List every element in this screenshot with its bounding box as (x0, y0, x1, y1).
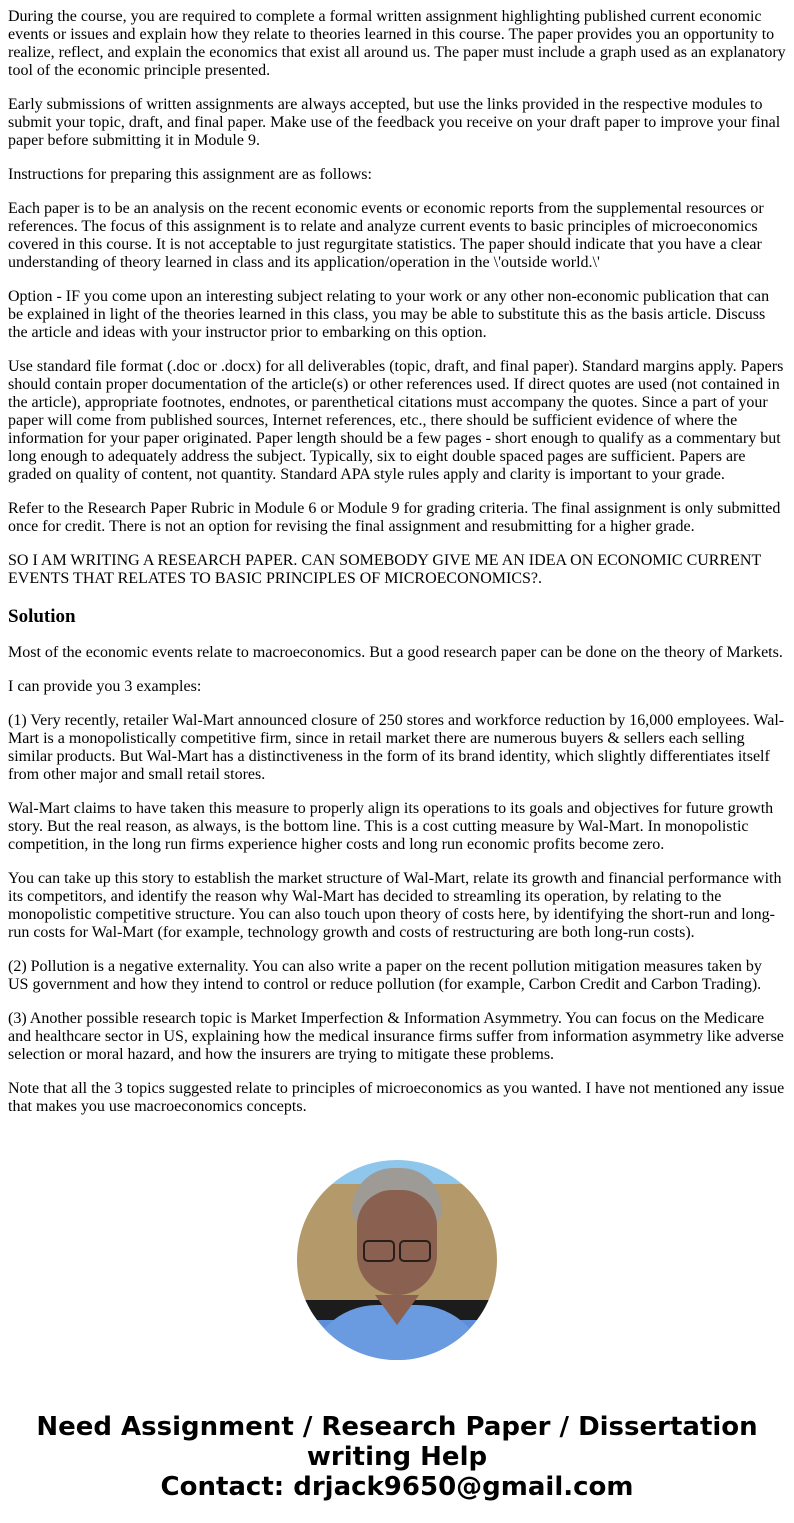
solution-paragraph: Wal-Mart claims to have taken this measure to properly align its operations to its goals and objectives for future growth story. But the real reason, as always, is the bottom line. This is a cost cutting measure by Wal-Mart. In monopolistic competition, in the long run firms experience higher costs and long run economic profits become zero. (8, 800, 774, 853)
solution-paragraph: I can provide you 3 examples: (8, 678, 202, 695)
solution-heading: Solution (8, 606, 76, 627)
author-avatar (297, 1160, 497, 1360)
question-paragraph: Use standard file format (.doc or .docx) for all deliverables (topic, draft, and final paper). Standard margins apply. Papers should contain proper documentation of the article(s) or other references used. If direct quotes are used (not contained in the article), appropriate footnotes, endnotes, or parenthetical citations must accompany the quotes. Since a part of your paper will come from published sources, Internet references, etc., there should be sufficient evidence of where the information for your paper originated. Paper length should be a few pages - short enough to qualify as a commentary but long enough to adequately address the subject. Typically, six to eight double spaced pages are sufficient. Papers are graded on quality of content, not quantity. Standard APA style rules apply and clarity is important to your grade. (8, 358, 784, 483)
solution-paragraph: Most of the economic events relate to macroeconomics. But a good research paper can be done on the theory of Markets. (8, 644, 783, 661)
help-tagline: Need Assignment / Research Paper / Dissertation writing Help (36, 1412, 758, 1472)
solution-paragraph: (1) Very recently, retailer Wal-Mart announced closure of 250 stores and workforce reduction by 16,000 employees. Wal-Mart is a monopolistically competitive firm, since in retail market there are numerous buyers & sellers each selling similar products. But Wal-Mart has a distinctiveness in the form of its brand identity, which slightly differentiates itself from other major and small retail stores. (8, 712, 785, 783)
author-photo-container (0, 1160, 794, 1360)
contact-email: Contact: drjack9650@gmail.com (160, 1472, 634, 1502)
question-paragraph: SO I AM WRITING A RESEARCH PAPER. CAN SOMEBODY GIVE ME AN IDEA ON ECONOMIC CURRENT EVENTS THAT RELATES TO BASIC PRINCIPLES OF MICROECONOMICS?. (8, 552, 761, 587)
solution-paragraph: (2) Pollution is a negative externality. You can also write a paper on the recent pollution mitigation measures taken by US government and how they intend to control or reduce pollution (for example, Carbon Credit and Carbon Trading). (8, 958, 762, 993)
contact-banner (0, 1412, 794, 1502)
question-paragraph: Instructions for preparing this assignment are as follows: (8, 166, 372, 183)
avatar-glasses (363, 1240, 431, 1260)
question-paragraph: Each paper is to be an analysis on the recent economic events or economic reports from the supplemental resources or references. The focus of this assignment is to relate and analyze current events to basic principles of microeconomics covered in this course. It is not acceptable to just regurgitate statistics. The paper should indicate that you have a clear understanding of theory learned in class and its application/operation in the \'outside world.\' (8, 200, 764, 271)
question-paragraph: Early submissions of written assignments are always accepted, but use the links provided in the respective modules to submit your topic, draft, and final paper. Make use of the feedback you receive on your draft paper to improve your final paper before submitting it in Module 9. (8, 96, 781, 149)
question-paragraph: Refer to the Research Paper Rubric in Module 6 or Module 9 for grading criteria. The final assignment is only submitted once for credit. There is not an option for revising the final assignment and resubmitting for a higher grade. (8, 500, 781, 535)
question-paragraph: During the course, you are required to complete a formal written assignment highlighting published current economic events or issues and explain how they relate to theories learned in this course. The paper provides you an opportunity to realize, reflect, and explain the economics that exist all around us. The paper must include a graph used as an explanatory tool of the economic principle presented. (8, 8, 786, 79)
document-body (0, 8, 794, 1116)
solution-paragraph: Note that all the 3 topics suggested relate to principles of microeconomics as you wanted. I have not mentioned any issue that makes you use macroeconomics concepts. (8, 1080, 785, 1115)
solution-paragraph: (3) Another possible research topic is Market Imperfection & Information Asymmetry. You can focus on the Medicare and healthcare sector in US, explaining how the medical insurance firms suffer from information asymmetry like adverse selection or moral hazard, and how the insurers are trying to mitigate these problems. (8, 1010, 784, 1063)
solution-paragraph: You can take up this story to establish the market structure of Wal-Mart, relate its growth and financial performance with its competitors, and identify the reason why Wal-Mart has decided to streamling its operation, by relating to the monopolistic competitive structure. You can also touch upon theory of costs here, by identifying the short-run and long-run costs for Wal-Mart (for example, technology growth and costs of restructuring are both long-run costs). (8, 870, 782, 941)
question-paragraph: Option - IF you come upon an interesting subject relating to your work or any other non-economic publication that can be explained in light of the theories learned in this class, you may be able to substitute this as the basis article. Discuss the article and ideas with your instructor prior to embarking on this option. (8, 288, 770, 341)
